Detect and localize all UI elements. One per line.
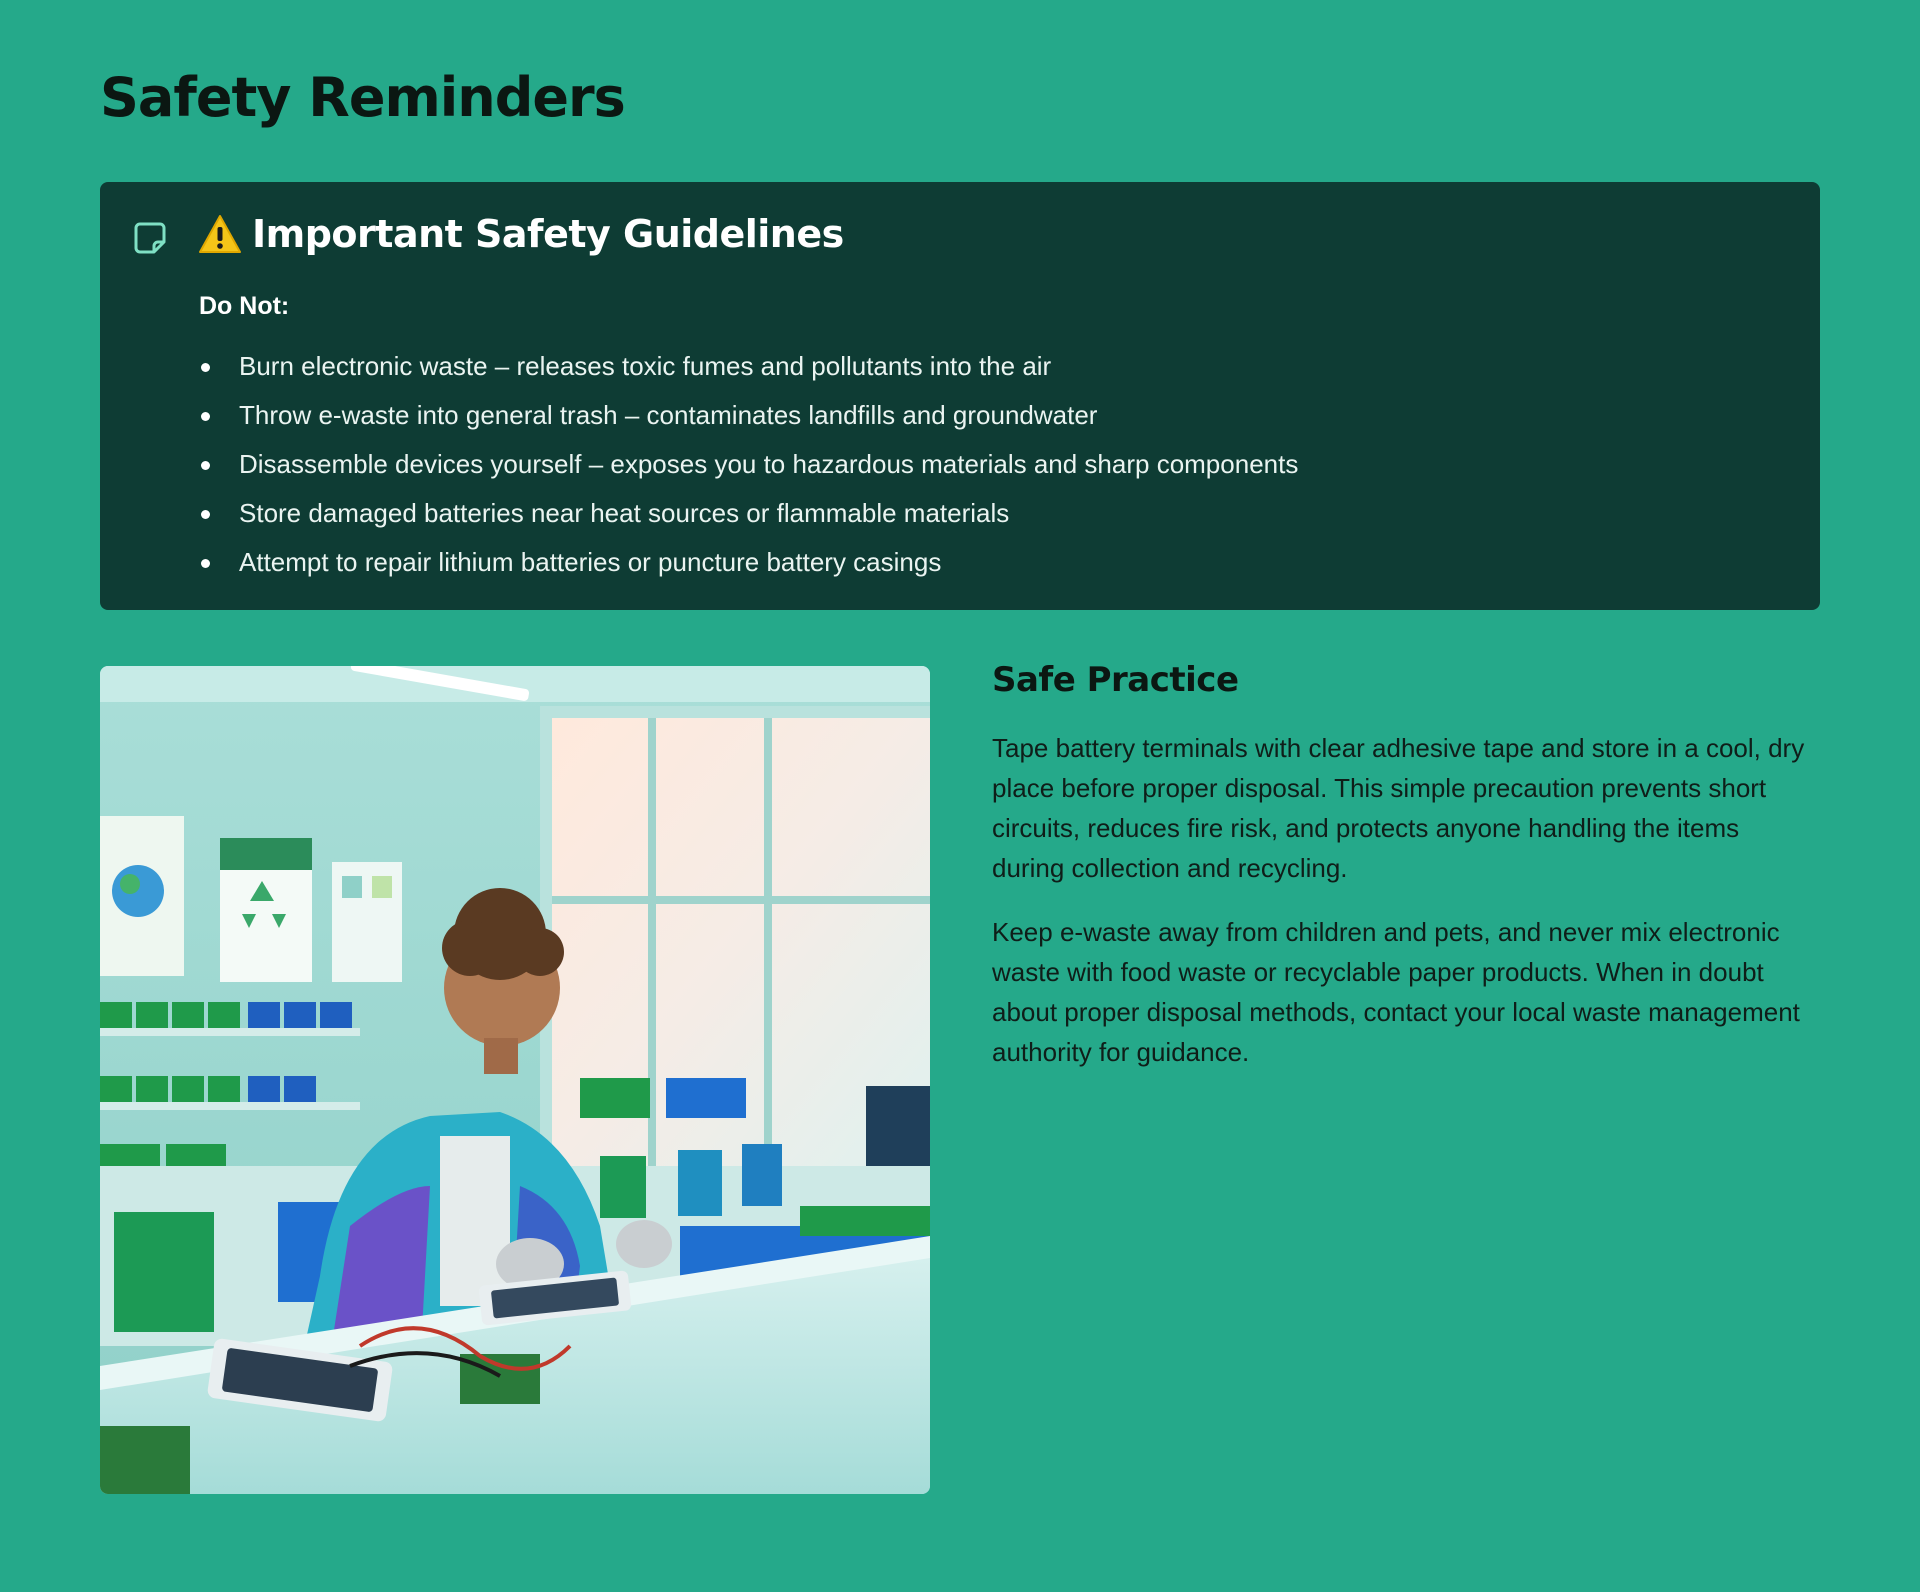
safe-practice-paragraph: Keep e-waste away from children and pets, and never mix electronic waste with food waste or recyclable paper products. When in doubt about proper disposal methods, contact your local waste management authority for guidance.: [992, 917, 1800, 1067]
list-item: Burn electronic waste – releases toxic fumes and pollutants into the air: [199, 350, 1298, 399]
list-item: Throw e-waste into general trash – contaminates landfills and groundwater: [199, 399, 1298, 448]
do-not-list: [199, 350, 1298, 595]
list-item: Attempt to repair lithium batteries or puncture battery casings: [199, 546, 1298, 595]
callout-title-text: Important Safety Guidelines: [252, 212, 844, 256]
safety-guidelines-callout: [100, 182, 1820, 610]
sticky-note-icon: [132, 220, 168, 256]
page-title: Safety Reminders: [100, 66, 625, 129]
list-item: Store damaged batteries near heat sources or flammable materials: [199, 497, 1298, 546]
callout-title: [198, 212, 844, 256]
recycling-photo: [100, 666, 930, 1494]
safe-practice-paragraph: Tape battery terminals with clear adhesive tape and store in a cool, dry place before proper disposal. This simple precaution prevents short circuits, reduces fire risk, and protects anyone handling the items during collection and recycling.: [992, 733, 1805, 883]
do-not-label: Do Not:: [199, 292, 290, 320]
safe-practice-heading: Safe Practice: [992, 660, 1239, 700]
warning-icon: [198, 214, 242, 254]
recycling-scene-illustration: [100, 666, 930, 1494]
list-item: Disassemble devices yourself – exposes you to hazardous materials and sharp components: [199, 448, 1298, 497]
